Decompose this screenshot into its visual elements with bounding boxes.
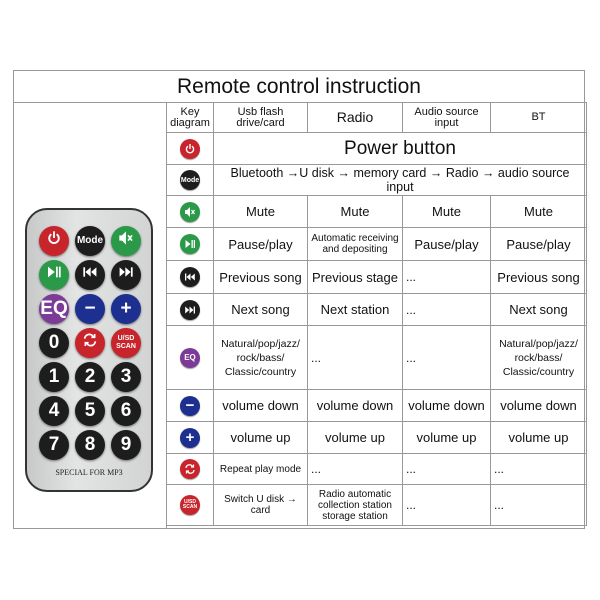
instruction-sheet bbox=[13, 70, 585, 529]
mute-usb: Mute bbox=[214, 196, 308, 228]
next-usb: Next song bbox=[214, 294, 308, 326]
next-bt: Next song bbox=[491, 294, 587, 326]
next-audio: ... bbox=[403, 294, 491, 326]
previous-radio: Previous stage bbox=[308, 261, 403, 294]
table-row-mode bbox=[167, 165, 587, 196]
mute-radio: Mute bbox=[308, 196, 403, 228]
remote-button-8[interactable]: 8 bbox=[75, 430, 105, 460]
remote-button-1[interactable]: 1 bbox=[39, 362, 69, 392]
remote-image-cell bbox=[14, 102, 167, 528]
key-cell bbox=[167, 390, 214, 422]
remote-button-6[interactable]: 6 bbox=[111, 396, 141, 426]
play-pause-icon bbox=[46, 264, 62, 286]
eq-usb: Natural/pop/jazz/ rock/bass/ Classic/country bbox=[214, 326, 308, 390]
mute-bt: Mute bbox=[491, 196, 587, 228]
table-row-scan bbox=[167, 485, 587, 526]
remote-control-image bbox=[25, 208, 153, 492]
header-key-diagram: Key diagram bbox=[167, 103, 214, 133]
usd-scan-key: U/SD SCAN bbox=[180, 495, 200, 515]
repeat-bt: ... bbox=[491, 454, 587, 485]
previous-usb: Previous song bbox=[214, 261, 308, 294]
remote-next-button[interactable] bbox=[111, 260, 141, 290]
remote-button-5[interactable]: 5 bbox=[75, 396, 105, 426]
mute-icon bbox=[118, 230, 134, 252]
table-row-repeat bbox=[167, 454, 587, 485]
table-row-volume-down bbox=[167, 390, 587, 422]
volume-down-key: − bbox=[180, 396, 200, 416]
eq-key: EQ bbox=[180, 348, 200, 368]
remote-button-3[interactable]: 3 bbox=[111, 362, 141, 392]
previous-icon bbox=[180, 267, 200, 287]
volume-down-audio: volume down bbox=[403, 390, 491, 422]
key-cell bbox=[167, 165, 214, 196]
remote-button--[interactable]: − bbox=[75, 294, 105, 324]
table-row-previous bbox=[167, 261, 587, 294]
scan-bt: ... bbox=[491, 485, 587, 526]
remote-button-7[interactable]: 7 bbox=[39, 430, 69, 460]
remote-repeat-button[interactable] bbox=[75, 328, 105, 358]
mute-icon bbox=[180, 202, 200, 222]
volume-up-usb: volume up bbox=[214, 422, 308, 454]
play-bt: Pause/play bbox=[491, 228, 587, 261]
key-cell bbox=[167, 326, 214, 390]
mode-description: Bluetooth →U disk → memory card → Radio → audio source input bbox=[214, 165, 587, 196]
remote-brand-label: SPECIAL FOR MP3 bbox=[55, 468, 123, 477]
volume-up-bt: volume up bbox=[491, 422, 587, 454]
volume-up-audio: volume up bbox=[403, 422, 491, 454]
key-cell bbox=[167, 228, 214, 261]
volume-up-key: + bbox=[180, 428, 200, 448]
key-cell bbox=[167, 133, 214, 165]
repeat-icon bbox=[180, 459, 200, 479]
play-pause-icon bbox=[180, 234, 200, 254]
repeat-usb: Repeat play mode bbox=[214, 454, 308, 485]
remote-play-pause-button[interactable] bbox=[39, 260, 69, 290]
power-description: Power button bbox=[214, 133, 587, 165]
play-radio: Automatic receiving and depositing bbox=[308, 228, 403, 261]
previous-icon bbox=[82, 264, 98, 286]
previous-audio: ... bbox=[403, 261, 491, 294]
mute-audio: Mute bbox=[403, 196, 491, 228]
volume-down-bt: volume down bbox=[491, 390, 587, 422]
scan-audio: ... bbox=[403, 485, 491, 526]
table-header-row bbox=[167, 103, 587, 133]
table-row-mute bbox=[167, 196, 587, 228]
header-audio: Audio source input bbox=[403, 103, 491, 133]
key-cell bbox=[167, 422, 214, 454]
table-row-power bbox=[167, 133, 587, 165]
remote-button-9[interactable]: 9 bbox=[111, 430, 141, 460]
table-row-volume-up bbox=[167, 422, 587, 454]
remote-previous-button[interactable] bbox=[75, 260, 105, 290]
table-row-next bbox=[167, 294, 587, 326]
power-icon bbox=[46, 230, 62, 252]
remote-button-eq[interactable]: EQ bbox=[39, 294, 69, 324]
volume-down-radio: volume down bbox=[308, 390, 403, 422]
scan-radio: Radio automatic collection station storage station bbox=[308, 485, 403, 526]
repeat-icon bbox=[82, 332, 98, 354]
key-cell bbox=[167, 261, 214, 294]
eq-radio: ... bbox=[308, 326, 403, 390]
remote-mute-button[interactable] bbox=[111, 226, 141, 256]
header-radio: Radio bbox=[308, 103, 403, 133]
key-cell bbox=[167, 454, 214, 485]
table-row-eq bbox=[167, 326, 587, 390]
key-cell bbox=[167, 196, 214, 228]
key-cell bbox=[167, 485, 214, 526]
previous-bt: Previous song bbox=[491, 261, 587, 294]
next-icon bbox=[180, 300, 200, 320]
header-usb: Usb flash drive/card bbox=[214, 103, 308, 133]
play-audio: Pause/play bbox=[403, 228, 491, 261]
table-row-play bbox=[167, 228, 587, 261]
remote-button-2[interactable]: 2 bbox=[75, 362, 105, 392]
header-bt: BT bbox=[491, 103, 587, 133]
remote-button-u-sd-scan[interactable]: U/SD SCAN bbox=[111, 328, 141, 358]
next-radio: Next station bbox=[308, 294, 403, 326]
play-usb: Pause/play bbox=[214, 228, 308, 261]
key-cell bbox=[167, 294, 214, 326]
eq-audio: ... bbox=[403, 326, 491, 390]
page-title: Remote control instruction bbox=[14, 71, 584, 103]
power-icon bbox=[180, 139, 200, 159]
next-icon bbox=[118, 264, 134, 286]
remote-button-0[interactable]: 0 bbox=[39, 328, 69, 358]
repeat-radio: ... bbox=[308, 454, 403, 485]
remote-power-button[interactable] bbox=[39, 226, 69, 256]
remote-button-mode[interactable]: Mode bbox=[75, 226, 105, 256]
volume-up-radio: volume up bbox=[308, 422, 403, 454]
volume-down-usb: volume down bbox=[214, 390, 308, 422]
remote-button-4[interactable]: 4 bbox=[39, 396, 69, 426]
instruction-table bbox=[166, 102, 586, 528]
remote-button--[interactable]: + bbox=[111, 294, 141, 324]
mode-key: Mode bbox=[180, 170, 200, 190]
eq-bt: Natural/pop/jazz/ rock/bass/ Classic/country bbox=[491, 326, 587, 390]
scan-usb: Switch U disk → card bbox=[214, 485, 308, 526]
repeat-audio: ... bbox=[403, 454, 491, 485]
